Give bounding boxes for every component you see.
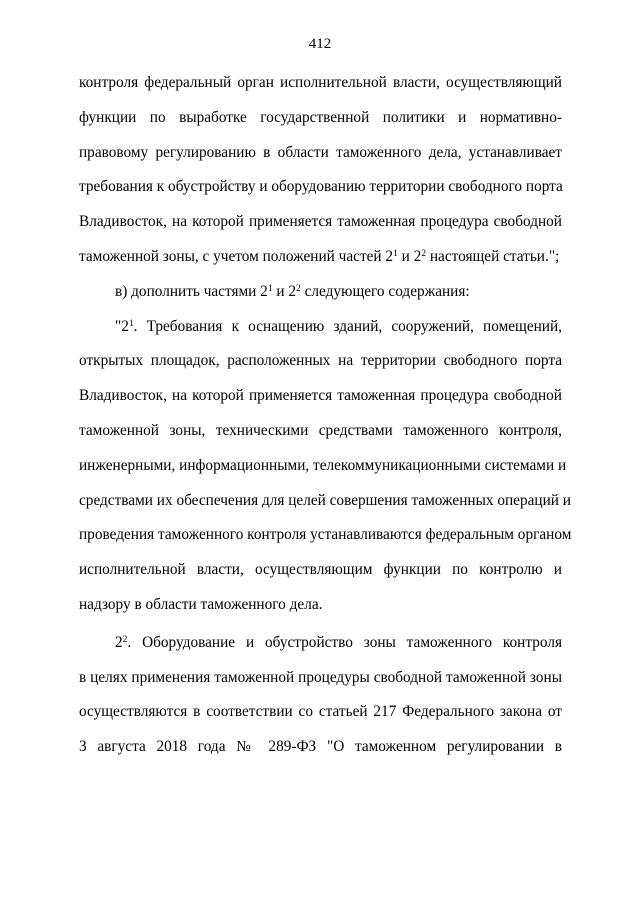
paragraph-continuation [79, 66, 562, 275]
text-line: контроля федеральный орган исполнительной власти, осуществляющий [79, 74, 562, 91]
superscript: 1 [393, 248, 398, 259]
text-line: Владивосток, на которой применяется таможенная процедура свободной [79, 213, 562, 231]
text-line: в целях применения таможенной процедуры свободной таможенной зоны [79, 668, 562, 686]
text-line: надзору в области таможенного дела. [79, 595, 323, 613]
paragraph-amendment-intro [79, 275, 562, 310]
superscript: 2 [296, 283, 301, 294]
text-line: осуществляются в соответствии со статьей 217 Федерального закона от [79, 703, 562, 721]
paragraph-part-2-2 [79, 626, 562, 765]
superscript: 2 [122, 634, 128, 645]
text-line: средствами их обеспечения для целей совершения таможенных операций и [79, 491, 571, 509]
text-line: требования к обустройству и оборудованию территории свободного порта [79, 178, 563, 196]
text-line: таможенной зоны, техническими средствами таможенного контроля, [79, 421, 562, 439]
document-body [79, 66, 572, 765]
text-line: правовому регулированию в области таможенного дела, устанавливает [79, 143, 562, 161]
superscript: 2 [421, 248, 427, 259]
text-line: исполнительной власти, осуществляющим функции по контролю и [79, 561, 562, 579]
text-line: открытых площадок, расположенных на территории свободного порта [79, 352, 562, 370]
paragraph-part-2-1 [79, 310, 572, 623]
text-line: 3 августа 2018 года № 289-ФЗ "О таможенном регулировании в [79, 738, 562, 756]
text-line: проведения таможенного контроля устанавливаются федеральным органом [79, 526, 572, 544]
page-number: 412 [308, 36, 332, 52]
text-line: Владивосток, на которой применяется таможенная процедура свободной [79, 387, 562, 405]
superscript: 1 [267, 283, 273, 294]
superscript: 1 [128, 318, 134, 329]
text-line: $2^2$. Оборудование и обустройство зоны таможенного контроля [115, 633, 562, 651]
text-line: в) дополнить частями $2^1$ и $2^2$ следующего содержания: [115, 282, 470, 300]
text-line: таможенной зоны, с учетом положений частей $2^1$ и $2^2$ настоящей статьи."; [79, 247, 560, 265]
text-line: "$2^1$. Требования к оснащению зданий, сооружений, помещений, [115, 317, 562, 335]
text-line: инженерными, информационными, телекоммуникационными системами и [79, 456, 567, 474]
text-line: функции по выработке государственной политики и нормативно- [79, 108, 562, 126]
